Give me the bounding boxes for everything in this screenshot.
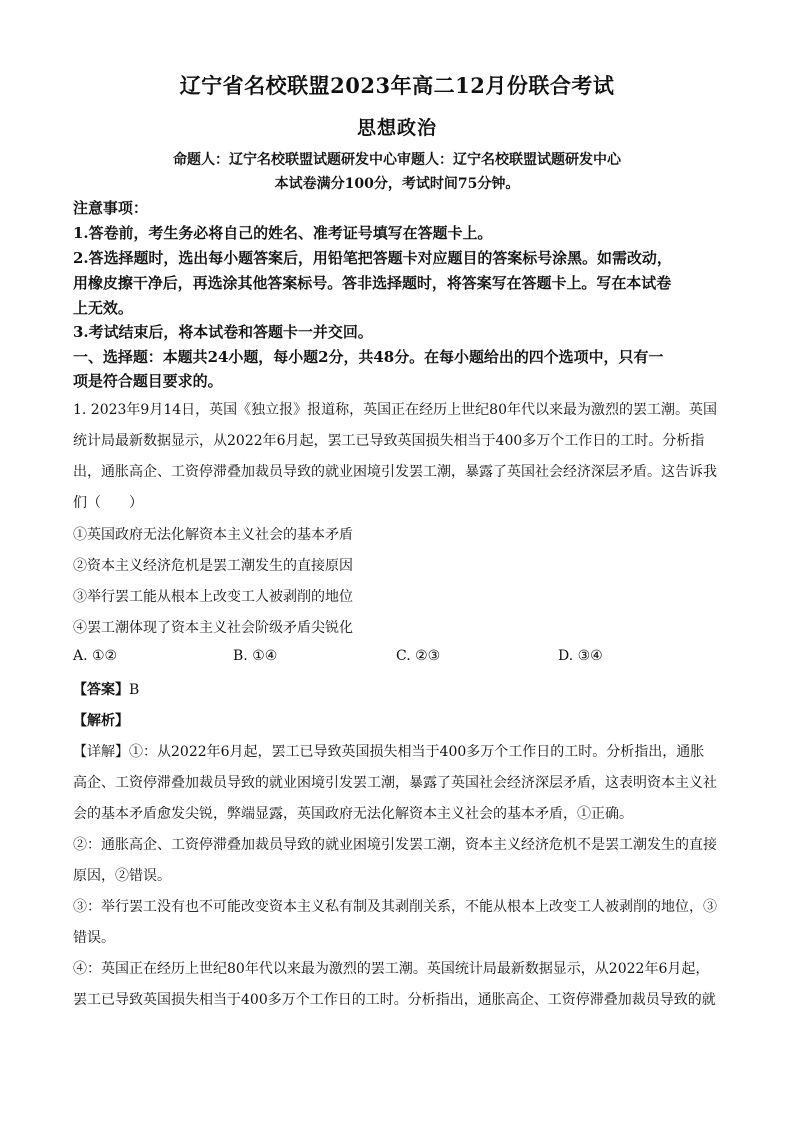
subject-title: 思想政治 xyxy=(356,117,437,139)
question-1-stem-line-4: 们（ ） xyxy=(73,495,143,511)
section-heading-line-2: 项是符合题目要求的。 xyxy=(73,372,223,390)
answer-line xyxy=(73,679,139,699)
question-1-statement-3: ③举行罢工能从根本上改变工人被剥削的地位 xyxy=(73,589,353,605)
notice-item-2-line-3: 上无效。 xyxy=(73,299,133,317)
question-1-statement-1: ①英国政府无法化解资本主义社会的基本矛盾 xyxy=(73,527,353,543)
analysis-point-2-line-1: ②：通胀高企、工资停滞叠加裁员导致的就业困境引发罢工潮，资本主义经济危机不是罢工潮发生的直接 xyxy=(73,837,717,853)
analysis-label: 【解析】 xyxy=(73,713,129,729)
question-1-stem-line-1: 1. 2023年9月14日，英国《独立报》报道称，英国正在经历上世纪80年代以来最为激烈的罢工潮。英国 xyxy=(73,402,717,418)
exam-info: 本试卷满分100分，考试时间75分钟。 xyxy=(274,176,520,192)
notice-item-3: 3.考试结束后，将本试卷和答题卡一并交回。 xyxy=(73,323,373,341)
analysis-point-3-line-2: 错误。 xyxy=(73,930,115,946)
detail-line-2: 高企、工资停滞叠加裁员导致的就业困境引发罢工潮，暴露了英国社会经济深层矛盾，这表明资本主义社 xyxy=(73,775,717,791)
section-heading-line-1: 一、选择题：本题共24小题，每小题2分，共48分。在每小题给出的四个选项中，只有一 xyxy=(73,348,664,366)
detail-line-3: 会的基本矛盾愈发尖锐，弊端显露，英国政府无法化解资本主义社会的基本矛盾，①正确。 xyxy=(73,806,633,822)
analysis-point-4-line-1: ④：英国正在经历上世纪80年代以来最为激烈的罢工潮。英国统计局最新数据显示，从2022年6月起， xyxy=(73,961,710,977)
option-b: B. ①④ xyxy=(233,648,278,664)
detail-line-1: 【详解】①：从2022年6月起，罢工已导致英国损失相当于400多万个工作日的工时。分析指出，通胀 xyxy=(73,744,705,760)
notice-item-1: 1.答卷前，考生务必将自己的姓名、准考证号填写在答题卡上。 xyxy=(73,224,493,242)
analysis-point-2-line-2: 原因，②错误。 xyxy=(73,868,171,884)
option-a: A. ①② xyxy=(73,648,118,664)
option-c: C. ②③ xyxy=(396,648,441,664)
question-1-stem-line-2: 统计局最新数据显示，从2022年6月起，罢工已导致英国损失相当于400多万个工作日的工时。分析指 xyxy=(73,433,705,449)
question-1-statement-4: ④罢工潮体现了资本主义社会阶级矛盾尖锐化 xyxy=(73,620,353,636)
authors-line: 命题人：辽宁名校联盟试题研发中心审题人：辽宁名校联盟试题研发中心 xyxy=(173,152,621,168)
analysis-point-4-line-2: 罢工已导致英国损失相当于400多万个工作日的工时。分析指出，通胀高企、工资停滞叠加裁员导致的就 xyxy=(73,992,716,1008)
analysis-point-3-line-1: ③：举行罢工没有也不可能改变资本主义私有制及其剥削关系，不能从根本上改变工人被剥削的地位，③ xyxy=(73,899,717,915)
notice-item-2-line-1: 2.答选择题时，选出每小题答案后，用铅笔把答题卡对应题目的答案标号涂黑。如需改动， xyxy=(73,249,672,267)
question-1-statement-2: ②资本主义经济危机是罢工潮发生的直接原因 xyxy=(73,558,353,574)
notice-item-2-line-2: 用橡皮擦干净后，再选涂其他答案标号。答非选择题时，将答案写在答题卡上。写在本试卷 xyxy=(73,274,672,292)
exam-title: 辽宁省名校联盟2023年高二12月份联合考试 xyxy=(179,73,615,98)
notice-heading: 注意事项： xyxy=(73,199,148,217)
answer-value: B xyxy=(129,682,140,698)
question-1-stem-line-3: 出，通胀高企、工资停滞叠加裁员导致的就业困境引发罢工潮，暴露了英国社会经济深层矛盾。这告诉我 xyxy=(73,464,717,480)
answer-label: 【答案】 xyxy=(73,682,129,698)
option-d: D. ③④ xyxy=(558,648,603,664)
